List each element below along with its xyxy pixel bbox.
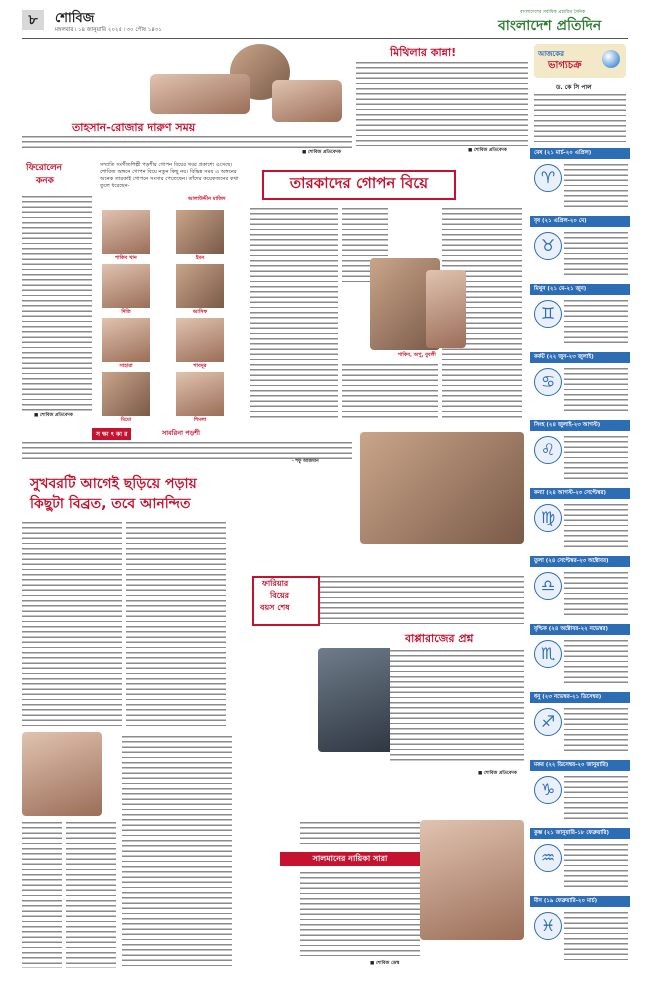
main-body-col1	[250, 206, 338, 418]
interview-kicker: স ক্ষা ৎ কা র	[92, 428, 131, 441]
celebrity-name-8: শিমলা	[193, 417, 207, 423]
brand-logo: বাংলাদেশ প্রতিদিন	[498, 18, 602, 34]
zodiac-leo-title: সিংহ (২৪ জুলাই-২৩ আগস্ট)	[530, 420, 630, 431]
aries-icon: ♈	[534, 164, 562, 192]
ferdous-title-line2: কনক	[36, 176, 54, 186]
intro-author: আলাউদ্দীন মাজিদ	[188, 196, 226, 202]
celebrity-photo-4	[176, 264, 224, 308]
zodiac-virgo-text	[564, 502, 628, 548]
zodiac-leo-text	[564, 434, 628, 480]
main-photo-caption: শাকিব, অপু, বুবলী	[398, 352, 436, 358]
tahsan-headline: তাহসান-রোজার দারুণ সময়	[72, 121, 196, 134]
celebrity-name-2: ইমন	[195, 255, 205, 261]
zodiac-pisces-text	[564, 910, 628, 962]
astrologer-name: ড. কে সি পাল	[556, 84, 592, 91]
celebrity-photo-8	[176, 372, 224, 416]
main-photo-2	[426, 270, 466, 348]
celebrity-photo-3	[102, 264, 150, 308]
salman-byline: ■ শোবিজ ডেস্ক	[370, 961, 400, 966]
zodiac-cancer	[530, 352, 630, 416]
interview-col2	[126, 520, 226, 730]
zodiac-aries-title: মেষ (২১ মার্চ-২০ এপ্রিল)	[530, 148, 630, 159]
zodiac-virgo-title: কন্যা (২৪ আগস্ট-২৩ সেপ্টেম্বর)	[530, 488, 630, 499]
celebrity-name-5: সাহারা	[119, 363, 133, 369]
faria-title-line1: ফারিয়ার	[262, 579, 289, 588]
celebrity-photo-2	[176, 210, 224, 254]
taurus-icon: ♉	[534, 232, 562, 260]
horoscope-title: ভাগ্যচক্র	[548, 60, 582, 71]
brand-tagline: বাংলাদেশের সর্বাধিক প্রচারিত দৈনিক	[520, 10, 586, 15]
zodiac-aries-text	[564, 162, 628, 208]
celebrity-name-3: দিতি	[121, 309, 131, 315]
virgo-icon: ♍	[534, 504, 562, 532]
zodiac-sagittarius	[530, 692, 630, 756]
salman-photo	[420, 820, 524, 940]
interview-col1b	[22, 820, 62, 968]
zodiac-capricorn-title: মকর (২২ ডিসেম্বর-২০ জানুয়ারি)	[530, 760, 630, 771]
zodiac-gemini-title: মিথুন (২১ মে-২১ জুন)	[530, 284, 630, 295]
zodiac-scorpio	[530, 624, 630, 688]
bapparaj-headline: বাপ্পারাজের প্রশ্ন	[405, 632, 474, 645]
zodiac-libra	[530, 556, 630, 620]
faria-title-line2: বিয়ের	[270, 591, 290, 600]
main-article	[250, 170, 525, 425]
interview-author: - শফু আজমান	[292, 459, 319, 464]
leo-icon: ♌	[534, 436, 562, 464]
faria-title-line3: বয়স শেষ	[260, 603, 290, 612]
pisces-icon: ♓	[534, 912, 562, 940]
bapparaj-photo	[318, 648, 400, 752]
celebrity-grid	[98, 210, 248, 425]
scorpio-icon: ♏	[534, 640, 562, 668]
tahsan-body	[22, 134, 352, 150]
zodiac-aquarius-title: কুম্ভ (২১ জানুয়ারি-১৮ ফেব্রুয়ারি)	[530, 828, 630, 839]
zodiac-gemini-text	[564, 298, 628, 344]
page-number: ৮	[28, 12, 38, 28]
zodiac-pisces	[530, 896, 630, 966]
issue-date: মঙ্গলবার ৷ ১৪ জানুয়ারি ২০২৫ ৷ ৩০ পৌষ ১৪৩১	[55, 27, 162, 33]
zodiac-scorpio-title: বৃশ্চিক (২৪ অক্টোবর-২২ নভেম্বর)	[530, 624, 630, 635]
interview-guest: সাবরিনা পড়শী	[162, 429, 201, 437]
faria-photo	[360, 432, 524, 544]
interview-photo	[22, 732, 102, 816]
mithila-headline: মিথিলার কান্না!	[390, 46, 457, 59]
interview-headline-2: কিছুটা বিব্রত, তবে আনন্দিত	[30, 496, 191, 512]
bapparaj-article	[250, 630, 525, 780]
zodiac-cancer-title: কর্কট (২২ জুন-২৩ জুলাই)	[530, 352, 630, 363]
sagittarius-icon: ♐	[534, 708, 562, 736]
capricorn-icon: ♑	[534, 776, 562, 804]
zodiac-aquarius	[530, 828, 630, 892]
zodiac-libra-title: তুলা (২৪ সেপ্টেম্বর-২৩ অক্টোবর)	[530, 556, 630, 567]
horoscope-intro	[534, 92, 626, 146]
salman-article	[250, 820, 525, 970]
salman-body	[300, 870, 420, 956]
zodiac-cancer-text	[564, 366, 628, 412]
header-rule	[22, 38, 628, 39]
horoscope-title-small: আজকের	[538, 50, 564, 58]
zodiac-taurus-title: বৃষ (২১ এপ্রিল-২০ মে)	[530, 216, 630, 227]
celebrity-name-4: আসিফ	[192, 309, 208, 315]
tahsan-photo-3	[272, 80, 342, 122]
salman-headline: সালমানের নায়িকা সারা	[312, 854, 388, 863]
zodiac-aries	[530, 148, 630, 212]
zodiac-leo	[530, 420, 630, 484]
horoscope-column	[530, 42, 630, 972]
zodiac-sagittarius-text	[564, 706, 628, 752]
celebrity-photo-6	[176, 318, 224, 362]
zodiac-aquarius-text	[564, 842, 628, 888]
intro-box	[98, 160, 248, 208]
zodiac-taurus	[530, 216, 630, 280]
interview-col1	[22, 520, 122, 730]
celebrity-name-1: শাকিব খান	[115, 255, 137, 261]
interview-headline-1: সুখবরটি আগেই ছড়িয়ে পড়ায়	[30, 476, 197, 492]
ferdous-body	[22, 194, 92, 412]
tahsan-photo-2	[150, 74, 250, 114]
main-body-col2b	[342, 362, 438, 418]
zodiac-sagittarius-title: ধনু (২৩ নভেম্বর-২১ ডিসেম্বর)	[530, 692, 630, 703]
celebrity-photo-5	[102, 318, 150, 362]
celebrity-name-7: মিমো	[120, 417, 132, 423]
zodiac-capricorn	[530, 760, 630, 824]
zodiac-taurus-text	[564, 230, 628, 276]
salman-lead	[300, 820, 420, 848]
bapparaj-byline: ■ শোবিজ প্রতিবেদক	[478, 771, 517, 776]
interview-col3	[122, 734, 232, 968]
intro-text: সম্প্রতি সংগীতশিল্পী পড়শীর গোপন বিয়ের খবর প্রকাশ্যে এসেছে। শোবিজ অঙ্গনে গোপন বিয়ে নতুন কিছু নয়। বিভিন্ন সময় এ অঙ্গনের অনেক তারকাই গোপনে সংসার পেতেছেন। তাঁদের কয়েকজনের কথা তুলে ধরেছেন-	[100, 162, 239, 189]
interview-col2b	[66, 820, 116, 968]
tahsan-article	[22, 42, 352, 154]
faria-article	[250, 428, 525, 612]
mithila-body	[356, 60, 528, 146]
zodiac-scorpio-text	[564, 638, 628, 684]
section-name: শোবিজ	[55, 11, 95, 26]
tahsan-byline: ■ শোবিজ প্রতিবেদক	[302, 150, 341, 155]
zodiac-capricorn-text	[564, 774, 628, 820]
gemini-icon: ♊	[534, 300, 562, 328]
main-headline: তারকাদের গোপন বিয়ে	[289, 174, 429, 192]
celebrity-name-6: শাবনূর	[193, 363, 207, 369]
bapparaj-body	[390, 648, 524, 764]
cancer-icon: ♋	[534, 368, 562, 396]
mithila-byline: ■ শোবিজ প্রতিবেদক	[468, 148, 507, 153]
ferdous-byline: ■ শোবিজ প্রতিবেদক	[34, 413, 73, 418]
crystal-ball-icon	[602, 50, 620, 68]
ferdous-title-line1: ফিরোলেন	[26, 163, 63, 173]
zodiac-virgo	[530, 488, 630, 552]
ferdous-article	[22, 160, 94, 422]
aquarius-icon: ♒	[534, 844, 562, 872]
page-header	[0, 0, 650, 40]
zodiac-libra-text	[564, 570, 628, 616]
celebrity-photo-1	[102, 210, 150, 254]
libra-icon: ♎	[534, 572, 562, 600]
zodiac-pisces-title: মীন (১৯ ফেব্রুয়ারি-২০ মার্চ)	[530, 896, 630, 907]
faria-body	[320, 574, 524, 626]
mithila-article	[356, 42, 528, 154]
zodiac-gemini	[530, 284, 630, 348]
celebrity-photo-7	[102, 372, 150, 416]
